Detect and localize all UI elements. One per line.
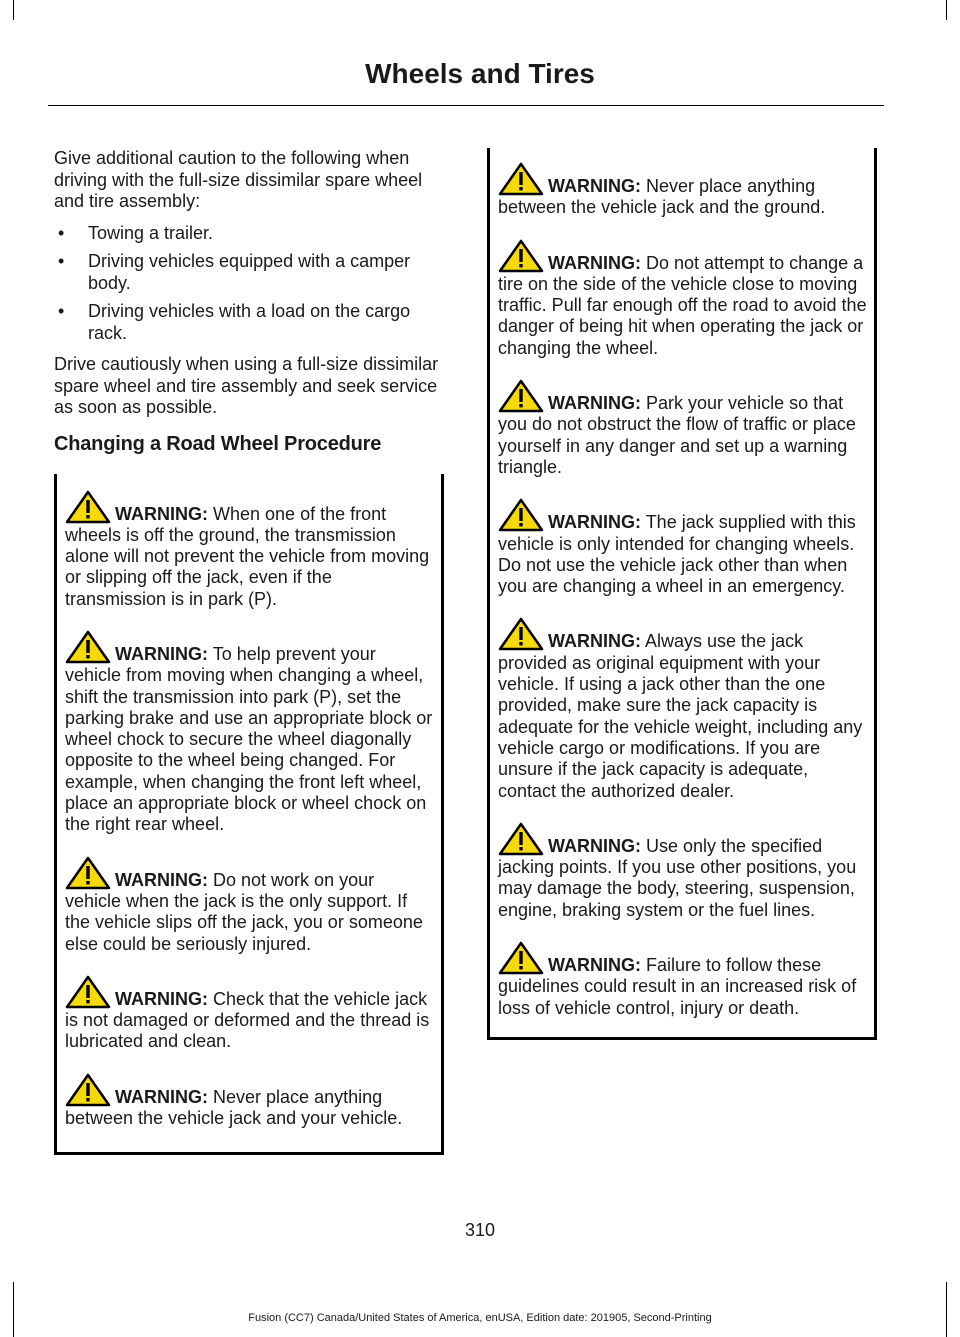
warning-text: Park your vehicle so that you do not obstruct the flow of traffic or place yourself in any danger and set up a warning triangle.: [498, 393, 856, 477]
warning-label: WARNING:: [115, 1086, 208, 1107]
warning-text: Use only the specified jacking points. If you use other positions, you may damage the body, steering, suspension, engine, braking system or the fuel lines.: [498, 835, 857, 920]
warning-box-left: [54, 474, 444, 1155]
warning-item: [498, 239, 868, 359]
closing-paragraph: Drive cautiously when using a full-size dissimilar spare wheel and tire assembly and seek service as soon as possible.: [54, 354, 439, 417]
warning-triangle-icon: [498, 498, 544, 532]
footer-edition-info: Fusion (CC7) Canada/United States of America, enUSA, Edition date: 201905, Second-Printing: [248, 1312, 712, 1324]
warning-triangle-icon: [65, 490, 111, 524]
warning-triangle-icon: [498, 162, 544, 196]
warning-label: WARNING:: [548, 252, 641, 273]
warning-label: WARNING:: [115, 643, 208, 664]
list-item: [54, 251, 444, 294]
warning-text: Failure to follow these guidelines could result in an increased risk of loss of vehicle control, injury or death.: [498, 955, 857, 1018]
list-item-text: Towing a trailer.: [88, 222, 214, 243]
warning-label: WARNING:: [548, 955, 641, 976]
right-column: [487, 148, 877, 1040]
warning-label: WARNING:: [548, 176, 641, 196]
warning-text: Never place anything between the vehicle jack and your vehicle.: [65, 1086, 403, 1129]
warning-text: Always use the jack provided as original equipment with your vehicle. If using a jack other than the one provided, make sure the jack capacity is adequate for the vehicle weight, including any vehicle cargo or modifications. If you are unsure if the jack capacity is adequate, contact the authorized dealer.: [498, 631, 863, 801]
list-item-text: Driving vehicles equipped with a camper body.: [88, 251, 411, 293]
crop-mark-bottom-left-v: [13, 1282, 14, 1337]
crop-mark-bottom-right-v: [946, 1282, 947, 1337]
warning-triangle-icon: [65, 630, 111, 664]
page-number: 310: [464, 1220, 496, 1240]
list-item-text: Driving vehicles with a load on the cargo rack.: [88, 301, 411, 343]
warning-label: WARNING:: [115, 869, 208, 890]
page-title: Wheels and Tires: [365, 58, 595, 89]
warning-item: [65, 856, 435, 955]
warning-text: When one of the front wheels is off the ground, the transmission alone will not prevent the vehicle from moving or slipping off the jack, even if the transmission is in park (P).: [65, 503, 430, 609]
warning-triangle-icon: [65, 975, 111, 1009]
crop-mark-top-right-v: [946, 0, 947, 20]
warning-label: WARNING:: [548, 835, 641, 856]
bullet-icon: •: [58, 222, 65, 243]
bullet-icon: •: [58, 301, 65, 321]
warning-item: [65, 1073, 435, 1130]
warning-triangle-icon: [498, 379, 544, 413]
bullet-icon: •: [58, 251, 65, 271]
left-column: [54, 148, 444, 1155]
list-item: [54, 223, 444, 245]
warning-label: WARNING:: [548, 393, 641, 414]
title-divider: [48, 105, 884, 106]
warning-item: [65, 630, 435, 836]
warning-triangle-icon: [498, 239, 544, 273]
intro-paragraph: Give additional caution to the following when driving with the full-size dissimilar spare wheel and tire assembly:: [54, 148, 423, 211]
warning-item: [498, 498, 868, 597]
warning-label: WARNING:: [548, 512, 641, 533]
warning-item: [498, 941, 868, 1019]
warning-item: [65, 490, 435, 610]
warning-label: WARNING:: [548, 631, 641, 652]
section-heading: Changing a Road Wheel Procedure: [54, 432, 382, 455]
warning-box-right: [487, 148, 877, 1040]
warning-label: WARNING:: [115, 503, 208, 524]
warning-item: [498, 379, 868, 478]
warning-item: [65, 975, 435, 1053]
warning-text: Check that the vehicle jack is not damaged or deformed and the thread is lubricated and clean.: [65, 988, 430, 1052]
warning-triangle-icon: [65, 856, 111, 890]
intro-bullet-list: [54, 223, 444, 345]
warning-triangle-icon: [65, 1073, 111, 1107]
crop-mark-top-left-v: [13, 0, 14, 20]
warning-triangle-icon: [498, 617, 544, 651]
warning-text: The jack supplied with this vehicle is only intended for changing wheels. Do not use the vehicle jack other than when you are changing a wheel in an emergency.: [498, 512, 856, 597]
warning-triangle-icon: [498, 822, 544, 856]
warning-item: [498, 822, 868, 921]
warning-text: To help prevent your vehicle from moving when changing a wheel, shift the transmission into park (P), set the parking brake and use an appropriate block or wheel chock to secure the wheel diagonally opposite to the wheel being changed. For example, when changing the front left wheel, place an appropriate block or wheel chock on the right rear wheel.: [65, 643, 433, 835]
warning-text: Do not work on your vehicle when the jack is the only support. If the vehicle slips off the jack, you or someone else could be seriously injured.: [65, 869, 423, 954]
warning-triangle-icon: [498, 941, 544, 975]
warning-text: Do not attempt to change a tire on the side of the vehicle close to moving traffic. Pull far enough off the road to avoid the danger of being hit when operating the jack or changing the wheel.: [498, 252, 867, 358]
warning-item: [498, 162, 868, 219]
warning-label: WARNING:: [115, 988, 208, 1009]
warning-item: [498, 617, 868, 801]
list-item: [54, 301, 444, 344]
warning-text: Never place anything between the vehicle jack and the ground.: [498, 176, 826, 218]
